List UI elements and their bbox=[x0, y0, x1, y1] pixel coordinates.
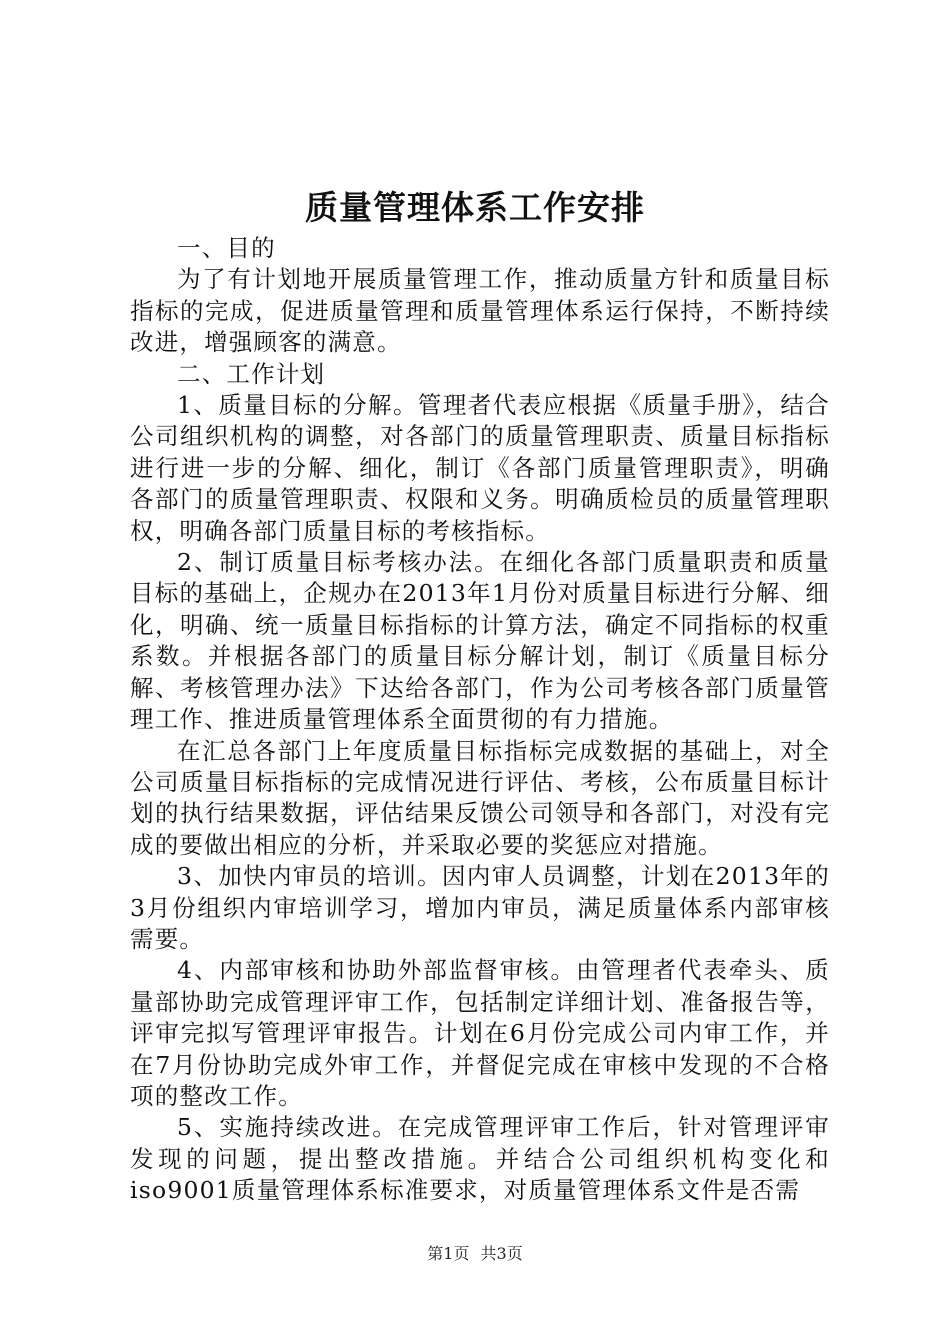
page-number: 第1页 bbox=[427, 1244, 470, 1263]
paragraph-plan-item-1: 1、质量目标的分解。管理者代表应根据《质量手册》，结合公司组织机构的调整，对各部门的质量管理职责、质量目标指标进行进一步的分解、细化，制订《各部门质量管理职责》，明确各部门的质量管理职责、权限和义务。明确质检员的质量管理职权，明确各部门质量目标的考核指标。 bbox=[130, 391, 830, 545]
paragraph-purpose: 为了有计划地开展质量管理工作，推动质量方针和质量目标指标的完成，促进质量管理和质量管理体系运行保持，不断持续改进，增强顾客的满意。 bbox=[130, 265, 830, 357]
paragraph-plan-item-3: 3、加快内审员的培训。因内审人员调整，计划在2013年的3月份组织内审培训学习，增加内审员，满足质量体系内部审核需要。 bbox=[130, 862, 830, 953]
page-footer bbox=[0, 1243, 950, 1265]
section-heading-purpose: 一、目的 bbox=[177, 234, 276, 262]
document-title: 质量管理体系工作安排 bbox=[305, 188, 645, 227]
paragraph-plan-item-4: 4、内部审核和协助外部监督审核。由管理者代表牵头、质量部协助完成管理评审工作，包括制定详细计划、准备报告等，评审完拟写管理评审报告。计划在6月份完成公司内审工作，并在7月份协助完成外审工作，并督促完成在审核中发现的不合格项的整改工作。 bbox=[130, 956, 830, 1110]
paragraph-plan-item-5: 5、实施持续改进。在完成管理评审工作后，针对管理评审发现的问题，提出整改措施。并结合公司组织机构变化和iso9001质量管理体系标准要求，对质量管理体系文件是否需 bbox=[130, 1113, 830, 1205]
page-total: 共3页 bbox=[480, 1244, 523, 1263]
paragraph-plan-item-2-detail: 在汇总各部门上年度质量目标指标完成数据的基础上，对全公司质量目标指标的完成情况进行评估、考核，公布质量目标计划的执行结果数据，评估结果反馈公司领导和各部门，对没有完成的要做出相应的分析，并采取必要的奖惩应对措施。 bbox=[130, 736, 830, 859]
section-heading-work-plan: 二、工作计划 bbox=[177, 359, 326, 388]
document-body bbox=[130, 233, 830, 1207]
paragraph-plan-item-2: 2、制订质量目标考核办法。在细化各部门质量职责和质量目标的基础上，企规办在2013年1月份对质量目标进行分解、细化，明确、统一质量目标指标的计算方法，确定不同指标的权重系数。并根据各部门的质量目标分解计划，制订《质量目标分解、考核管理办法》下达给各部门，作为公司考核各部门质量管理工作、推进质量管理体系全面贯彻的有力措施。 bbox=[130, 548, 830, 734]
